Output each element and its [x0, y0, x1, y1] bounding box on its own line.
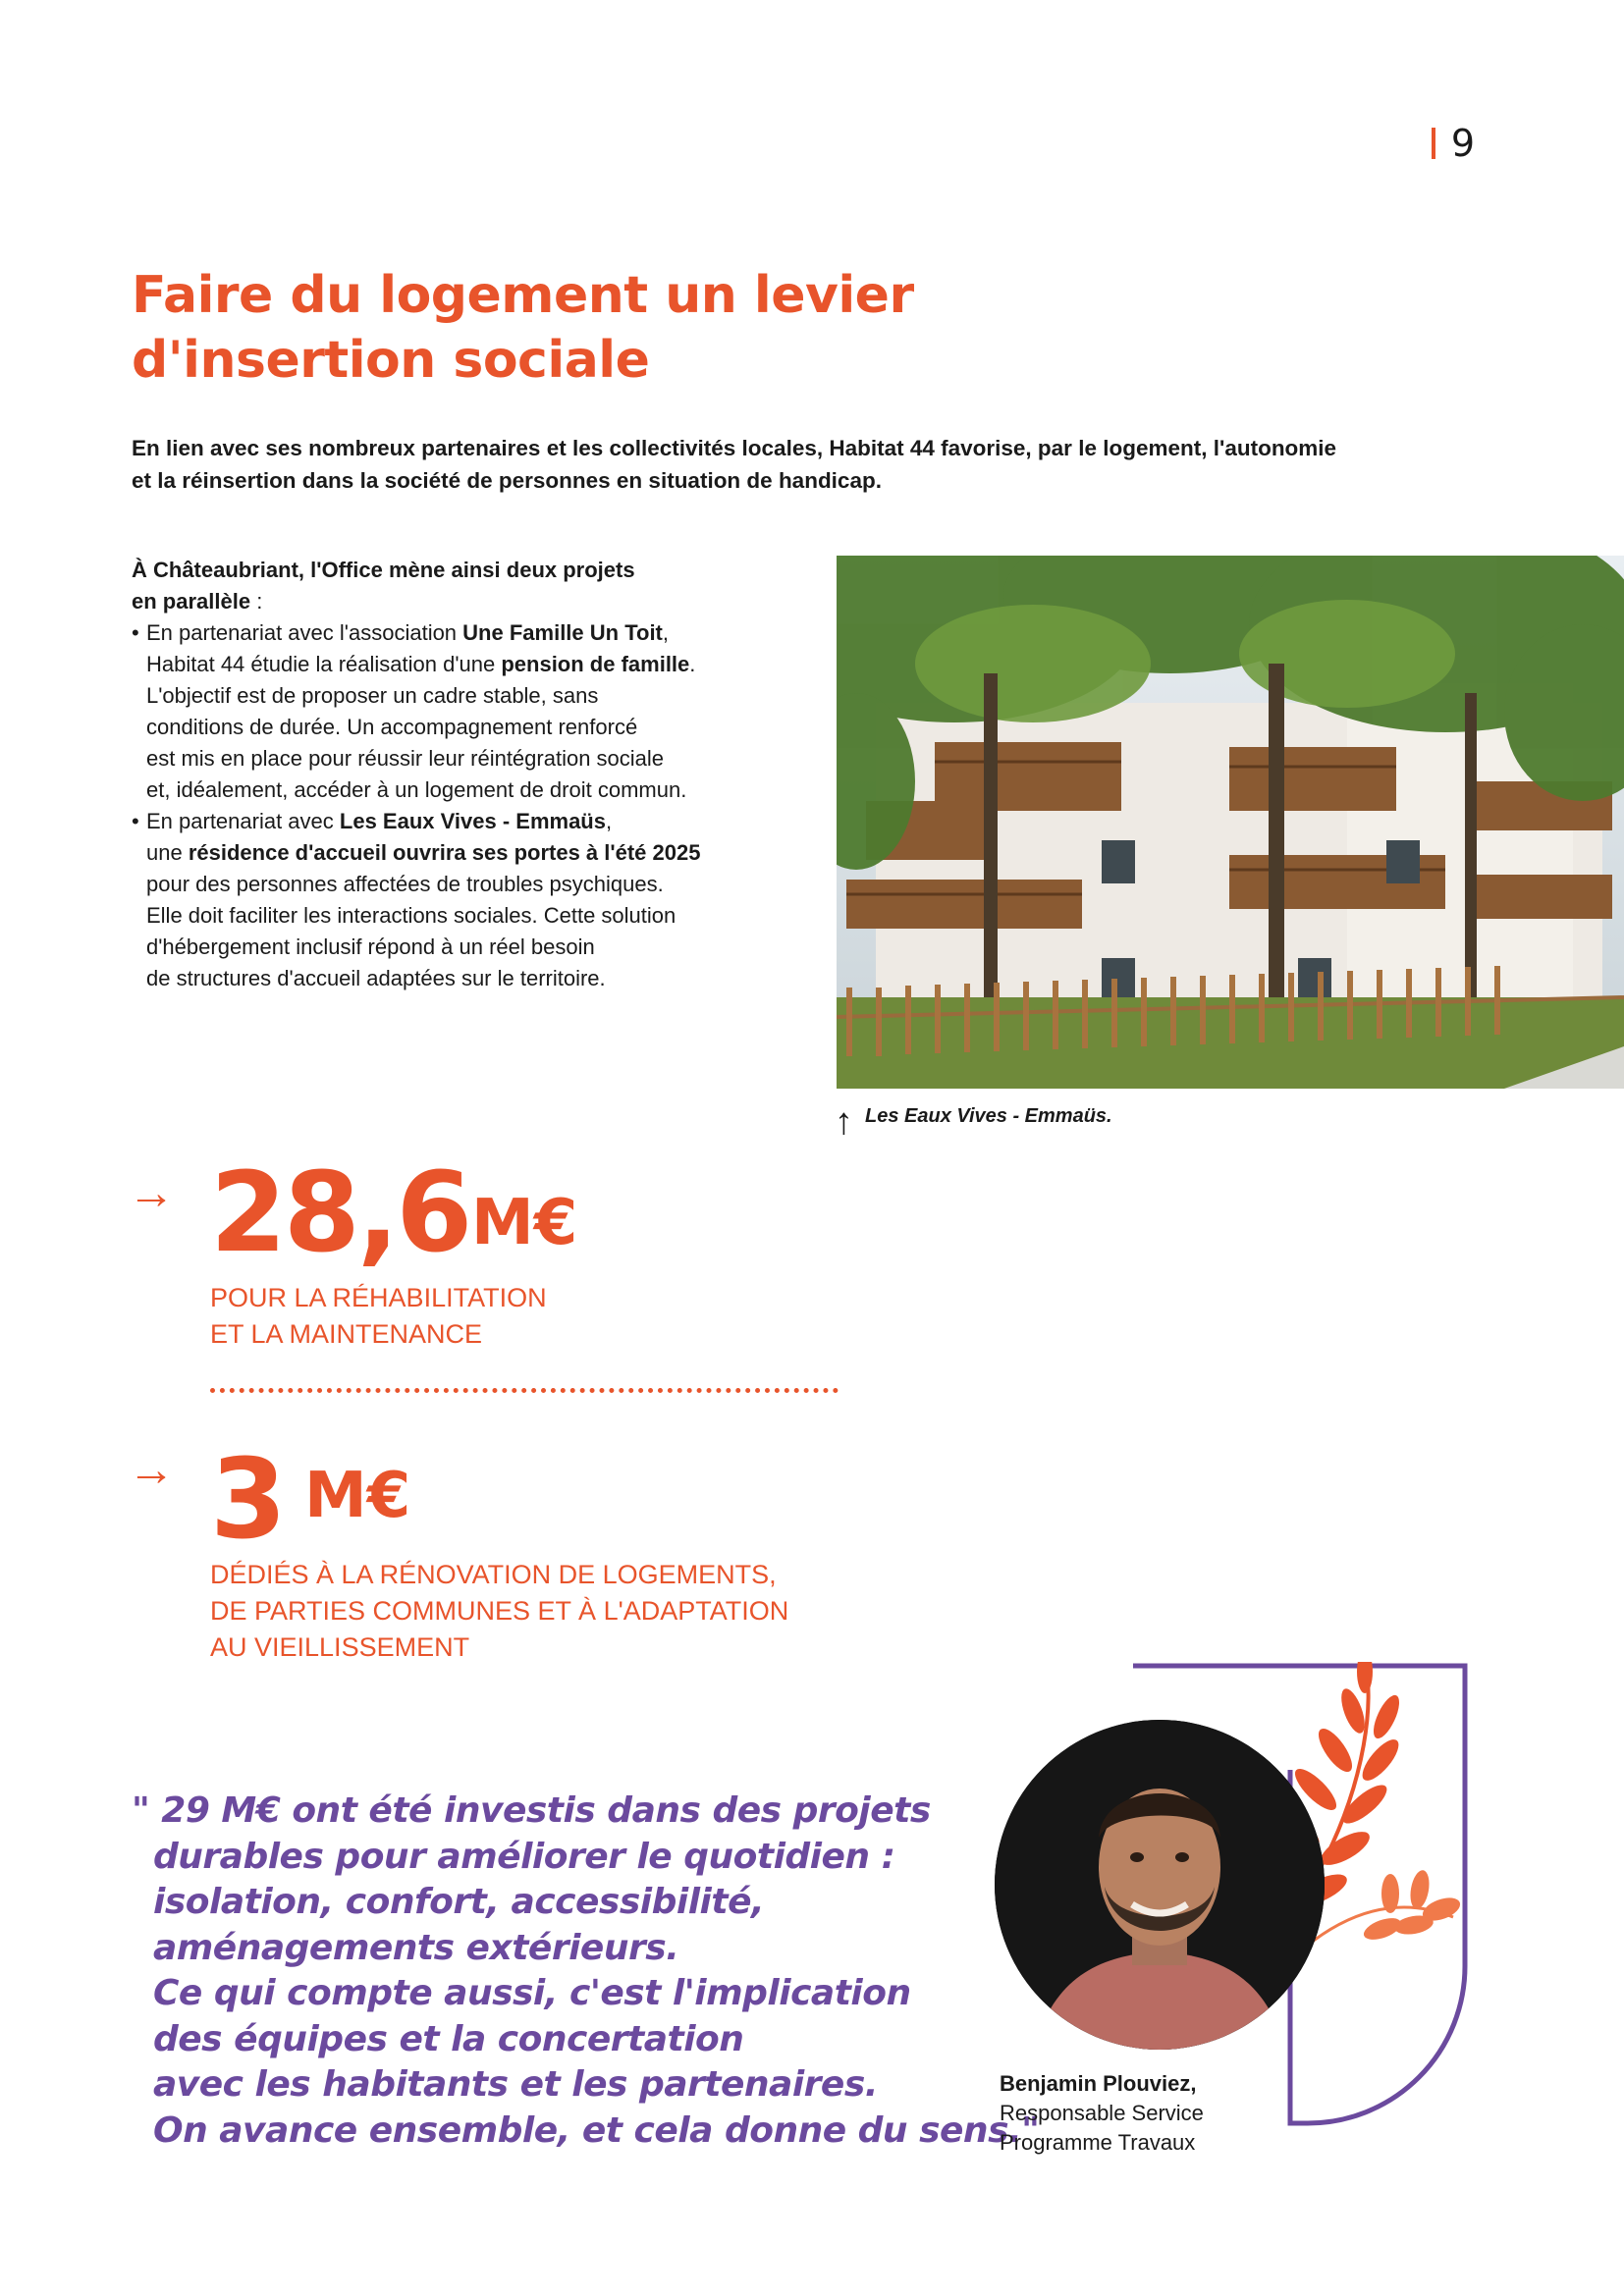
- quote-line: durables pour améliorer le quotidien :: [153, 1836, 895, 1877]
- testimonial-quote: [132, 1789, 1040, 2154]
- bullet-item-pension: [132, 617, 780, 806]
- arrow-right-icon: →: [128, 1444, 175, 1496]
- bullet2-bold-1: Les Eaux Vives - Emmaüs: [339, 809, 606, 833]
- bullet2-text-3: une: [146, 840, 189, 865]
- stat-label: [210, 1557, 956, 1666]
- stat-unit: M€: [471, 1187, 578, 1259]
- bullet1-text-1: En partenariat avec l'association: [146, 620, 463, 645]
- body-column: [132, 555, 780, 994]
- lead-line-2: en parallèle: [132, 589, 251, 614]
- person-portrait: [995, 1720, 1325, 2050]
- photo-caption-block: [835, 1099, 1112, 1141]
- lead-suffix: :: [250, 589, 263, 614]
- dotted-divider: [210, 1388, 839, 1393]
- bullet2-text-4: pour des personnes affectées de troubles psychiques.: [146, 872, 664, 896]
- bullet2-text-2: ,: [605, 809, 613, 833]
- bullet1-bold-1: Une Famille Un Toit: [462, 620, 663, 645]
- quote-line: des équipes et la concertation: [153, 2018, 744, 2059]
- lead-paragraph: [132, 555, 780, 617]
- title-line-1: Faire du logement un levier: [132, 266, 914, 325]
- arrow-up-icon: ↑: [835, 1101, 853, 1143]
- quote-line: Ce qui compte aussi, c'est l'implication: [153, 1973, 911, 2013]
- bullet1-text-6: conditions de durée. Un accompagnement renforcé: [146, 715, 638, 739]
- person-info: [1000, 2069, 1204, 2158]
- stat-label-line-2: ET LA MAINTENANCE: [210, 1319, 483, 1349]
- bullet2-text-5: Elle doit faciliter les interactions sociales. Cette solution: [146, 903, 677, 928]
- title-line-2: d'insertion sociale: [132, 331, 650, 390]
- stat-unit: M€: [304, 1460, 411, 1532]
- bullet1-text-8: et, idéalement, accéder à un logement de droit commun.: [146, 777, 687, 802]
- quote-line: aménagements extérieurs.: [153, 1927, 679, 1968]
- quote-line: avec les habitants et les partenaires.: [153, 2064, 878, 2105]
- stat-label-line-1: POUR LA RÉHABILITATION: [210, 1283, 547, 1312]
- intro-line-1: En lien avec ses nombreux partenaires et les collectivités locales, Habitat 44 favorise, par le logement, l'autonomie: [132, 436, 1337, 460]
- stat-label: [210, 1280, 917, 1353]
- bullet1-text-5: L'objectif est de proposer un cadre stable, sans: [146, 683, 599, 708]
- avatar: [995, 1720, 1325, 2050]
- person-role-line-1: Responsable Service: [1000, 2101, 1204, 2125]
- page-number: 9: [1450, 122, 1475, 165]
- intro-paragraph: [132, 432, 1447, 497]
- arrow-right-icon: →: [128, 1167, 175, 1219]
- bullet-dot-icon: •: [132, 809, 139, 833]
- photo-caption: Les Eaux Vives - Emmaüs.: [865, 1105, 1112, 1127]
- bullet2-text-7: de structures d'accueil adaptées sur le territoire.: [146, 966, 606, 990]
- stat-value: 3: [210, 1436, 284, 1564]
- quote-line: isolation, confort, accessibilité,: [153, 1882, 765, 1922]
- stat-label-line-2: DE PARTIES COMMUNES ET À L'ADAPTATION: [210, 1596, 789, 1626]
- lead-line-1: À Châteaubriant, l'Office mène ainsi deux projets: [132, 558, 635, 582]
- building-photo-illustration: [837, 556, 1624, 1089]
- person-role-line-2: Programme Travaux: [1000, 2130, 1196, 2155]
- page-title: [132, 263, 1015, 393]
- bullet-dot-icon: •: [132, 620, 139, 645]
- page-number-block: [1432, 124, 1475, 163]
- stat-label-line-3: AU VIEILLISSEMENT: [210, 1632, 470, 1662]
- quote-line: " 29 M€ ont été investis dans des projets: [132, 1790, 931, 1831]
- bullet-item-residence: [132, 806, 780, 994]
- stat-value: 28,6: [210, 1149, 470, 1277]
- bullet1-bold-2: pension de famille: [501, 652, 690, 676]
- bullet2-text-6: d'hébergement inclusif répond à un réel besoin: [146, 934, 595, 959]
- bullet2-text-1: En partenariat avec: [146, 809, 340, 833]
- bullet1-text-4: .: [689, 652, 696, 676]
- stat-label-line-1: DÉDIÉS À LA RÉNOVATION DE LOGEMENTS,: [210, 1560, 777, 1589]
- person-name: Benjamin Plouviez,: [1000, 2071, 1197, 2096]
- bullet1-text-7: est mis en place pour réussir leur réintégration sociale: [146, 746, 665, 771]
- intro-line-2: et la réinsertion dans la société de personnes en situation de handicap.: [132, 468, 882, 493]
- bullet2-bold-2: résidence d'accueil ouvrira ses portes à l'été 2025: [188, 840, 701, 865]
- building-photo: [837, 556, 1624, 1089]
- quote-line: On avance ensemble, et cela donne du sens.": [153, 2109, 1040, 2151]
- page-number-bar: [1432, 128, 1435, 159]
- bullet1-text-3: Habitat 44 étudie la réalisation d'une: [146, 652, 502, 676]
- bullet1-text-2: ,: [662, 620, 670, 645]
